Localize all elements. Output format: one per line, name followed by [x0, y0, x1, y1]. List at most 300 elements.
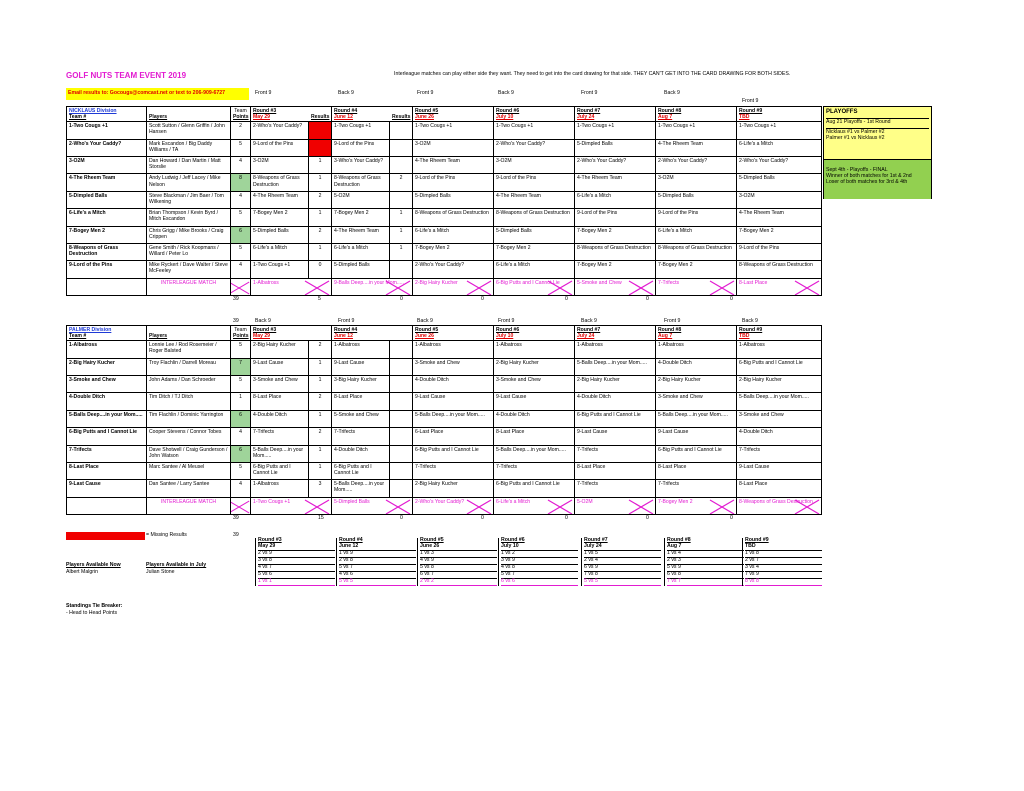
x-mark-icon: [709, 499, 735, 515]
division-name: NICKLAUS Division: [69, 108, 117, 114]
match-opponent: 2-Big Hairy Kucher: [737, 376, 822, 393]
match-result: 1: [309, 209, 332, 226]
team-name: 9-Lord of the Pins: [67, 261, 147, 278]
match-result: [390, 157, 413, 174]
match-opponent: 9-Lord of the Pins: [494, 174, 575, 191]
match-result: [390, 480, 413, 497]
match-result: 1: [309, 462, 332, 479]
match-result: 2: [309, 428, 332, 445]
missing-result-cell: [309, 139, 332, 156]
column-total: 0: [400, 515, 403, 522]
team-row: [67, 480, 822, 497]
team-players: Cooper Stevens / Connor Tobes: [147, 428, 231, 445]
players-header: Players: [149, 114, 168, 121]
match-opponent: 5-Balls Deep....in your Mom.....: [332, 480, 390, 497]
round-header: Round #5 June 26: [413, 107, 494, 122]
schedule-pair: 3 vs 4: [745, 564, 822, 571]
match-opponent: 3-Smoke and Chew: [251, 376, 309, 393]
match-opponent: 6-Life's a Mitch: [251, 243, 309, 260]
match-opponent: 7-Trifects: [656, 480, 737, 497]
team-name: 5-Balls Deep....in your Mom.....: [67, 410, 147, 427]
schedule-round: Round #6 July 10 1 vs 2 3 vs 9 4 vs 8 5 vs 7 6 vs 6: [498, 538, 578, 586]
match-result: 2: [309, 191, 332, 208]
schedule-round: Round #4 June 12 1 vs 9 2 vs 8 5 vs 7 4 vs 6 5 vs 5: [336, 538, 416, 586]
schedule-pair: 5 vs 5: [339, 578, 416, 586]
match-result: 2: [390, 174, 413, 191]
team-row: [67, 358, 822, 375]
interleague-match: 8-Weapons of Grass Destruction: [737, 497, 822, 514]
team-row: [67, 191, 822, 208]
missing-result-cell: [309, 122, 332, 139]
schedule-pair: 1 vs 5: [584, 550, 661, 557]
match-opponent: 6-Life's a Mitch: [494, 261, 575, 278]
match-opponent: 1-Albatross: [737, 341, 822, 358]
nine-label: Front 9: [498, 318, 515, 324]
match-result: [390, 191, 413, 208]
team-row: [67, 428, 822, 445]
match-opponent: 2-Who's Your Caddy?: [413, 261, 494, 278]
match-opponent: 3-O2M: [737, 191, 822, 208]
team-players: Troy Flachlin / Darrell Moreau: [147, 358, 231, 375]
team-name: 1-Albatross: [67, 341, 147, 358]
column-total: 0: [565, 296, 568, 303]
interleague-match: 6-Life's a Mitch: [494, 497, 575, 514]
schedule-pair: 5 vs 6: [258, 571, 335, 578]
team-row: [67, 261, 822, 278]
column-total: 39: [233, 515, 239, 522]
team-points: 8: [231, 174, 251, 191]
schedule-pair: 7 vs 7: [667, 578, 744, 586]
team-points: 5: [231, 243, 251, 260]
team-points: 6: [231, 445, 251, 462]
match-opponent: 1-Albatross: [251, 480, 309, 497]
interleague-match: 5-O2M: [575, 497, 656, 514]
match-opponent: 8-Weapons of Grass Destruction: [332, 174, 390, 191]
match-result: 1: [309, 376, 332, 393]
team-players: Tim Ditch / TJ Ditch: [147, 393, 231, 410]
schedule-round: Round #5 June 26 1 vs 3 4 vs 9 5 vs 8 6 vs 7 2 vs 2: [417, 538, 497, 586]
match-opponent: 7-Trifects: [737, 445, 822, 462]
match-opponent: 3-O2M: [494, 157, 575, 174]
playoffs-final2: Winner of both matches for 1st & 2nd: [826, 172, 912, 179]
team-points: 5: [231, 462, 251, 479]
match-result: [390, 122, 413, 139]
match-opponent: 3-O2M: [251, 157, 309, 174]
match-opponent: 7-Bogey Men 2: [332, 209, 390, 226]
interleague-match: 2-Who's Your Caddy?: [413, 497, 494, 514]
match-opponent: 6-Big Putts and I Cannot Lie: [494, 480, 575, 497]
schedule-round: Round #8 Aug 7 1 vs 4 2 vs 3 5 vs 9 6 vs 8 7 vs 7: [664, 538, 744, 586]
team-name: 4-Double Ditch: [67, 393, 147, 410]
match-opponent: 2-Who's Your Caddy?: [656, 157, 737, 174]
playoffs-final3: Loser of both matches for 3rd & 4th: [826, 178, 908, 185]
match-opponent: 4-Double Ditch: [332, 445, 390, 462]
schedule-pair: 1 vs 2: [501, 550, 578, 557]
match-opponent: 6-Big Putts and I Cannot Lie: [575, 410, 656, 427]
schedule-pair: 1 vs 9: [339, 550, 416, 557]
team-row: [67, 243, 822, 260]
interleague-match: 9-Balls Deep....in your Mom.....: [332, 278, 413, 295]
round-header: Round #9 TBD: [737, 107, 822, 122]
match-opponent: 3-O2M: [413, 139, 494, 156]
match-opponent: 7-Bogey Men 2: [575, 226, 656, 243]
match-opponent: 4-The Rheem Team: [737, 209, 822, 226]
team-row: [67, 410, 822, 427]
column-total: 0: [646, 515, 649, 522]
interleague-label: INTERLEAGUE MATCH: [147, 278, 231, 295]
interleague-x: [231, 497, 251, 514]
schedule-pair: 1 vs 1: [258, 578, 335, 586]
match-opponent: 6-Life's a Mitch: [575, 191, 656, 208]
match-opponent: 9-Lord of the Pins: [332, 139, 390, 156]
nicklaus-table: [66, 106, 822, 296]
match-result: 2: [309, 226, 332, 243]
column-total: 0: [730, 515, 733, 522]
match-opponent: 4-Double Ditch: [575, 393, 656, 410]
results-header: Results: [392, 114, 411, 121]
match-opponent: 9-Last Cause: [494, 393, 575, 410]
team-row: [67, 174, 822, 191]
team-name: 7-Trifects: [67, 445, 147, 462]
match-opponent: 9-Last Cause: [656, 428, 737, 445]
match-result: 2: [309, 393, 332, 410]
playoffs-line2: Nicklaus #1 vs Palmer #2: [826, 128, 929, 136]
match-result: [390, 341, 413, 358]
missing-results-swatch: [66, 532, 145, 540]
match-opponent: 6-Life's a Mitch: [656, 226, 737, 243]
match-opponent: 2-Who's Your Caddy?: [575, 157, 656, 174]
x-mark-icon: [628, 499, 654, 515]
interleague-match: 7-Trifects: [656, 278, 737, 295]
header-row: [67, 326, 822, 341]
match-opponent: 4-The Rheem Team: [494, 191, 575, 208]
match-result: [390, 261, 413, 278]
team-row: [67, 122, 822, 139]
match-opponent: 9-Last Cause: [332, 358, 390, 375]
schedule-pair: 5 vs 8: [420, 564, 497, 571]
team-row: [67, 226, 822, 243]
nine-label: Back 9: [742, 318, 758, 324]
team-players: Lonnie Lee / Rod Rosemeier / Roger Balsted: [147, 341, 231, 358]
match-opponent: 5-Dimpled Balls: [737, 174, 822, 191]
match-result: 0: [309, 261, 332, 278]
column-total: 0: [481, 515, 484, 522]
interleague-x: [231, 278, 251, 295]
match-opponent: 2-Big Hairy Kucher: [494, 358, 575, 375]
match-opponent: 7-Trifects: [251, 428, 309, 445]
team-name: 6-Life's a Mitch: [67, 209, 147, 226]
interleague-match: 5-Smoke and Chew: [575, 278, 656, 295]
standings-label: Standings Tie Breaker:: [66, 603, 123, 609]
match-opponent: 9-Lord of the Pins: [251, 139, 309, 156]
match-opponent: 4-Double Ditch: [251, 410, 309, 427]
interleague-label: INTERLEAGUE MATCH: [147, 497, 231, 514]
column-total: 15: [318, 515, 324, 522]
match-opponent: 7-Trifects: [575, 445, 656, 462]
match-opponent: 1-Two Cougs +1: [656, 122, 737, 139]
x-mark-icon: [466, 280, 492, 296]
match-opponent: 5-Balls Deep....in your Mom.....: [737, 393, 822, 410]
match-opponent: 3-Smoke and Chew: [413, 358, 494, 375]
schedule-pair: 7 vs 9: [745, 571, 822, 578]
match-opponent: 5-Dimpled Balls: [575, 139, 656, 156]
match-opponent: 7-Trifects: [332, 428, 390, 445]
team-players: Marc Santee / Al Meusel: [147, 462, 231, 479]
interleague-match: 2-Big Hairy Kucher: [413, 278, 494, 295]
x-mark-icon: [304, 280, 330, 296]
match-result: [390, 410, 413, 427]
match-opponent: 4-The Rheem Team: [575, 174, 656, 191]
schedule-pair: 1 vs 4: [667, 550, 744, 557]
team-name: 9-Last Cause: [67, 480, 147, 497]
points-header: Team Points: [231, 107, 251, 122]
match-opponent: 2-Who's Your Caddy?: [494, 139, 575, 156]
team-name: 2-Who's Your Caddy?: [67, 139, 147, 156]
match-opponent: 8-Weapons of Grass Destruction: [413, 209, 494, 226]
match-opponent: 3-Smoke and Chew: [737, 410, 822, 427]
team-name: 8-Weapons of Grass Destruction: [67, 243, 147, 260]
match-opponent: 8-Last Place: [332, 393, 390, 410]
schedule-pair: 8 vs 8: [745, 578, 822, 586]
schedule-pair: 4 vs 7: [258, 564, 335, 571]
match-opponent: 9-Lord of the Pins: [413, 174, 494, 191]
column-total: 0: [646, 296, 649, 303]
playoffs-line3: Palmer #1 vs Nicklaus #2: [826, 134, 885, 141]
team-name: 6-Big Putts and I Cannot Lie: [67, 428, 147, 445]
nine-label: Back 9: [338, 90, 354, 96]
schedule-pair: 2 vs 3: [667, 557, 744, 564]
team-row: [67, 393, 822, 410]
available-now-label: Players Available Now: [66, 562, 121, 568]
column-total: 0: [400, 296, 403, 303]
team-name: 8-Last Place: [67, 462, 147, 479]
schedule-pair: 2 vs 7: [745, 557, 822, 564]
match-result: [390, 139, 413, 156]
match-opponent: 1-Two Cougs +1: [332, 122, 390, 139]
round-header: Round #8 Aug 7: [656, 107, 737, 122]
team-row: [67, 209, 822, 226]
schedule-pair: 6 vs 8: [667, 571, 744, 578]
match-opponent: 1-Two Cougs +1: [251, 261, 309, 278]
team-name: 3-Smoke and Chew: [67, 376, 147, 393]
schedule-pair: 1 vs 8: [745, 550, 822, 557]
x-mark-icon: [628, 280, 654, 296]
match-opponent: 5-Dimpled Balls: [656, 191, 737, 208]
match-result: [390, 445, 413, 462]
match-result: 2: [309, 341, 332, 358]
team-points: 2: [231, 122, 251, 139]
team-players: Andy Ludwig / Jeff Lacey / Mike Nelson: [147, 174, 231, 191]
team-points: 4: [231, 480, 251, 497]
nine-label: Front 9: [417, 90, 434, 96]
email-banner: Email results to: Gocougs@comcast.net or text to 206-909-6727: [66, 88, 249, 100]
round-header: Round #4 June 12 Results: [332, 107, 413, 122]
standings-rule: - Head to Head Points: [66, 610, 118, 616]
match-result: 3: [309, 480, 332, 497]
team-points: 5: [231, 376, 251, 393]
division-name: PALMER Division: [69, 327, 112, 333]
schedule-pair: 5 vs 5: [584, 578, 661, 586]
team-row: [67, 376, 822, 393]
team-name: 1-Two Cougs +1: [67, 122, 147, 139]
round-header: Round #8 Aug 7: [656, 326, 737, 341]
match-opponent: 8-Last Place: [251, 393, 309, 410]
match-opponent: 8-Last Place: [575, 462, 656, 479]
round-header: Round #7 July 24: [575, 326, 656, 341]
team-points: 4: [231, 261, 251, 278]
match-opponent: 2-Big Hairy Kucher: [413, 480, 494, 497]
match-opponent: 7-Trifects: [494, 462, 575, 479]
x-mark-icon: [304, 499, 330, 515]
match-opponent: 3-Smoke and Chew: [494, 376, 575, 393]
match-opponent: 2-Who's Your Caddy?: [737, 157, 822, 174]
match-opponent: 6-Big Putts and I Cannot Lie: [332, 462, 390, 479]
match-result: 1: [309, 445, 332, 462]
nine-label: Front 9: [255, 90, 272, 96]
match-result: 1: [390, 243, 413, 260]
match-opponent: 7-Bogey Men 2: [413, 243, 494, 260]
round-header: Round #9 TBD: [737, 326, 822, 341]
team-players: Dan Howard / Dan Martin / Matt Storslie: [147, 157, 231, 174]
match-opponent: 4-The Rheem Team: [656, 139, 737, 156]
team-row: [67, 445, 822, 462]
match-opponent: 4-The Rheem Team: [251, 191, 309, 208]
team-points: 6: [231, 226, 251, 243]
match-opponent: 4-The Rheem Team: [332, 226, 390, 243]
missing-results-label: = Missing Results: [146, 532, 187, 538]
match-result: 1: [309, 174, 332, 191]
match-opponent: 1-Albatross: [413, 341, 494, 358]
match-result: [390, 393, 413, 410]
match-opponent: 4-Double Ditch: [494, 410, 575, 427]
x-mark-icon: [547, 499, 573, 515]
division-title: [67, 326, 147, 341]
match-opponent: 9-Last Cause: [413, 393, 494, 410]
round-header: Round #3 May 29 Results: [251, 107, 332, 122]
team-name: 7-Bogey Men 2: [67, 226, 147, 243]
players-header: Players: [149, 333, 168, 340]
x-mark-icon: [466, 499, 492, 515]
match-opponent: 6-Life's a Mitch: [332, 243, 390, 260]
schedule-pair: 2 vs 2: [420, 578, 497, 586]
match-result: 1: [309, 358, 332, 375]
match-opponent: 3-Smoke and Chew: [656, 393, 737, 410]
match-opponent: 9-Lord of the Pins: [656, 209, 737, 226]
match-result: [390, 428, 413, 445]
column-total: 0: [565, 515, 568, 522]
division-title: [67, 107, 147, 122]
schedule-pair: 7 vs 8: [584, 571, 661, 578]
interleague-note: Interleague matches can play either side they want. They need to get into the card drawing for that side. THEY CAN'T GET INTO THE CARD DRAWING FOR BOTH SIDES.: [394, 71, 791, 77]
playoffs-line1: Aug 21 Playoffs - 1st Round: [826, 118, 929, 126]
team-points: 6: [231, 410, 251, 427]
match-opponent: 7-Bogey Men 2: [251, 209, 309, 226]
match-result: 1: [309, 157, 332, 174]
schedule-pair: 5 vs 9: [667, 564, 744, 571]
match-opponent: 8-Weapons of Grass Destruction: [656, 243, 737, 260]
team-players: Steve Blackman / Jim Baer / Tom Wilkening: [147, 191, 231, 208]
schedule-pair: 5 vs 7: [501, 571, 578, 578]
nine-label: Back 9: [255, 318, 271, 324]
match-opponent: 7-Bogey Men 2: [575, 261, 656, 278]
match-opponent: 7-Bogey Men 2: [737, 226, 822, 243]
match-opponent: 5-Balls Deep....in your Mom.....: [575, 358, 656, 375]
team-points: 5: [231, 139, 251, 156]
match-result: 1: [309, 410, 332, 427]
match-opponent: 8-Last Place: [494, 428, 575, 445]
schedule-pair: 6 vs 6: [501, 578, 578, 586]
match-opponent: 8-Last Place: [656, 462, 737, 479]
match-opponent: 6-Life's a Mitch: [413, 226, 494, 243]
match-opponent: 1-Two Cougs +1: [737, 122, 822, 139]
match-opponent: 9-Lord of the Pins: [575, 209, 656, 226]
team-players: Gene Smith / Rick Koopmans / Willard / Peter Lo: [147, 243, 231, 260]
match-opponent: 9-Last Cause: [251, 358, 309, 375]
available-july-label: Players Available in July: [146, 562, 207, 568]
schedule-pair: 6 vs 9: [584, 564, 661, 571]
match-opponent: 1-Two Cougs +1: [494, 122, 575, 139]
schedule-pair: 2 vs 9: [258, 550, 335, 557]
team-points: 1: [231, 393, 251, 410]
match-opponent: 1-Albatross: [575, 341, 656, 358]
team-row: [67, 139, 822, 156]
match-opponent: 6-Life's a Mitch: [737, 139, 822, 156]
match-opponent: 5-Balls Deep....in your Mom.....: [413, 410, 494, 427]
match-opponent: 9-Lord of the Pins: [737, 243, 822, 260]
team-points: 4: [231, 191, 251, 208]
nine-label: Front 9: [581, 90, 598, 96]
match-opponent: 5-Balls Deep....in your Mom.....: [656, 410, 737, 427]
x-mark-icon: [794, 499, 820, 515]
match-opponent: 5-Dimpled Balls: [494, 226, 575, 243]
team-points: 4: [231, 157, 251, 174]
schedule-pair: 4 vs 9: [420, 557, 497, 564]
round-header: Round #6 July 10: [494, 107, 575, 122]
match-opponent: 7-Bogey Men 2: [494, 243, 575, 260]
schedule-pair: 2 vs 4: [584, 557, 661, 564]
match-opponent: 6-Last Place: [413, 428, 494, 445]
page-title: GOLF NUTS TEAM EVENT 2019: [66, 71, 187, 80]
match-opponent: 2-Big Hairy Kucher: [575, 376, 656, 393]
column-total: 0: [481, 296, 484, 303]
match-opponent: 2-Big Hairy Kucher: [251, 341, 309, 358]
x-mark-icon: [547, 280, 573, 296]
match-opponent: 7-Trifects: [575, 480, 656, 497]
match-opponent: 4-Double Ditch: [413, 376, 494, 393]
team-name: 3-O2M: [67, 157, 147, 174]
playoffs-final1: Sept 4th - Playoffs - FINAL: [826, 167, 888, 173]
match-opponent: 8-Weapons of Grass Destruction: [575, 243, 656, 260]
match-opponent: 3-O2M: [656, 174, 737, 191]
schedule-pair: 5 vs 7: [339, 564, 416, 571]
nine-label: Back 9: [581, 318, 597, 324]
match-opponent: 1-Albatross: [332, 341, 390, 358]
round-header: Round #3 May 29: [251, 326, 332, 341]
match-opponent: 7-Trifects: [413, 462, 494, 479]
x-mark-icon: [385, 280, 411, 296]
nine-label: 39: [233, 318, 239, 324]
match-opponent: 2-Big Hairy Kucher: [656, 376, 737, 393]
match-opponent: 8-Weapons of Grass Destruction: [251, 174, 309, 191]
interleague-match: 7-Bogey Men 2: [656, 497, 737, 514]
nine-label: Back 9: [498, 90, 514, 96]
schedule-pair: 3 vs 9: [501, 557, 578, 564]
team-players: John Adams / Dan Schroeder: [147, 376, 231, 393]
interleague-match: 6-Big Putts and I Cannot Lie: [494, 278, 575, 295]
match-opponent: 1-Albatross: [656, 341, 737, 358]
schedule-pair: 4 vs 6: [339, 571, 416, 578]
team-name: 2-Big Hairy Kucher: [67, 358, 147, 375]
